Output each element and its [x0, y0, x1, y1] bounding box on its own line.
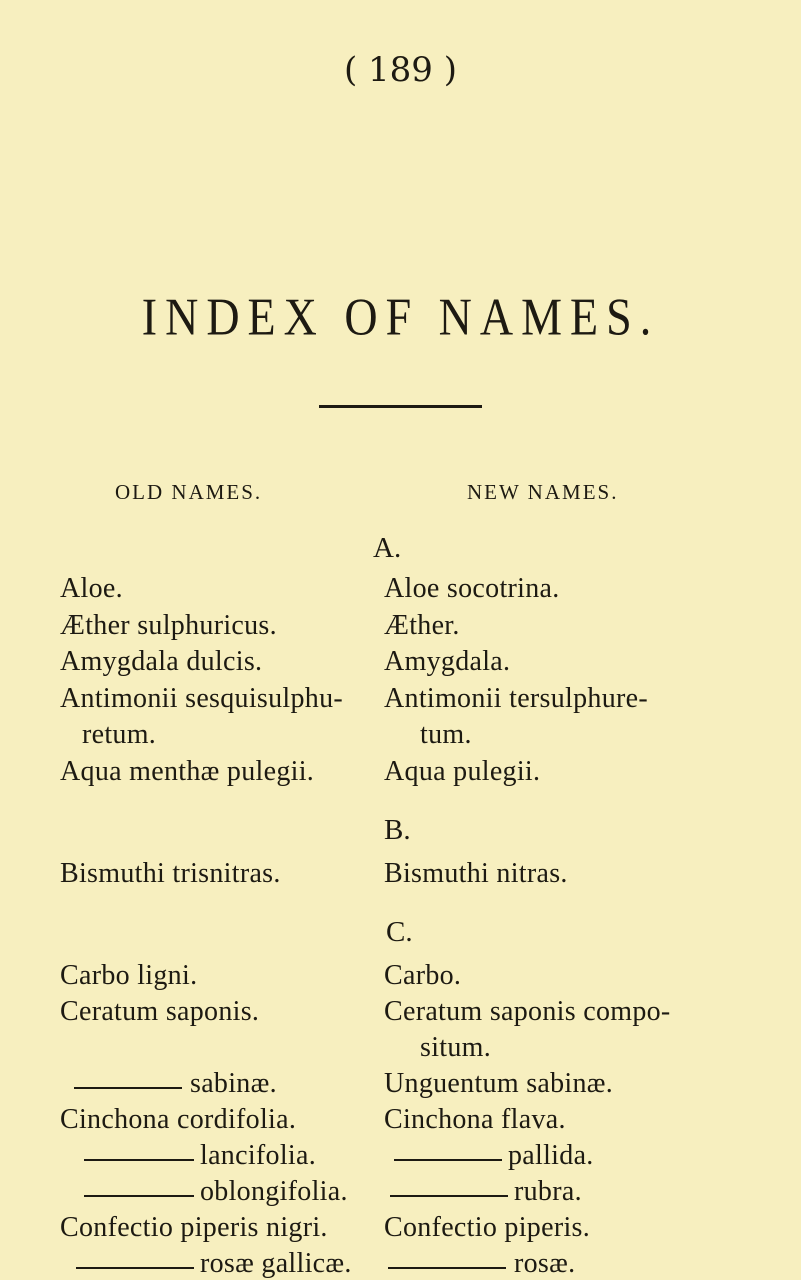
section-letter-b: B.	[384, 814, 411, 846]
ditto-dash	[84, 1195, 194, 1197]
ditto-dash	[388, 1267, 506, 1269]
title-rule	[319, 405, 482, 408]
page-title: INDEX OF NAMES.	[141, 287, 660, 346]
old-name: Ceratum saponis.	[60, 996, 260, 1027]
ditto-dash	[74, 1087, 182, 1089]
old-name: Aqua menthæ pulegii.	[60, 756, 315, 787]
new-name: Ceratum saponis compo-	[384, 996, 671, 1027]
new-name: Aloe socotrina.	[384, 573, 560, 604]
old-name: Æther sulphuricus.	[60, 610, 277, 641]
new-name: pallida.	[508, 1140, 594, 1171]
new-name: situm.	[420, 1032, 492, 1063]
new-name: Æther.	[384, 610, 460, 641]
new-name: Bismuthi nitras.	[384, 858, 568, 889]
old-name: Bismuthi trisnitras.	[60, 858, 281, 889]
old-name: Carbo ligni.	[60, 960, 198, 991]
ditto-dash	[84, 1159, 194, 1161]
new-name: Antimonii tersulphure-	[384, 683, 649, 714]
old-name: lancifolia.	[200, 1140, 317, 1171]
section-letter-a: A.	[373, 532, 402, 564]
section-letter-c: C.	[386, 916, 413, 948]
new-name: rosæ.	[514, 1248, 576, 1279]
old-name: Amygdala dulcis.	[60, 646, 263, 677]
new-name: Carbo.	[384, 960, 462, 991]
new-name: tum.	[420, 719, 472, 750]
new-names-heading: NEW NAMES.	[467, 480, 619, 504]
old-name: Confectio piperis nigri.	[60, 1212, 328, 1243]
new-name: Aqua pulegii.	[384, 756, 541, 787]
new-name: Amygdala.	[384, 646, 511, 677]
page-number: ( 189 )	[343, 50, 458, 90]
new-name: Cinchona flava.	[384, 1104, 566, 1135]
old-name: Aloe.	[60, 573, 123, 604]
new-name: rubra.	[514, 1176, 582, 1207]
old-names-heading: OLD NAMES.	[115, 480, 263, 504]
new-name: Confectio piperis.	[384, 1212, 591, 1243]
old-name: retum.	[82, 719, 157, 750]
old-name: Antimonii sesquisulphu-	[60, 683, 344, 714]
old-name: oblongifolia.	[200, 1176, 348, 1207]
new-name: Unguentum sabinæ.	[384, 1068, 614, 1099]
ditto-dash	[390, 1195, 508, 1197]
ditto-dash	[76, 1267, 194, 1269]
old-name: sabinæ.	[190, 1068, 277, 1099]
ditto-dash	[394, 1159, 502, 1161]
old-name: rosæ gallicæ.	[200, 1248, 352, 1279]
old-name: Cinchona cordifolia.	[60, 1104, 297, 1135]
